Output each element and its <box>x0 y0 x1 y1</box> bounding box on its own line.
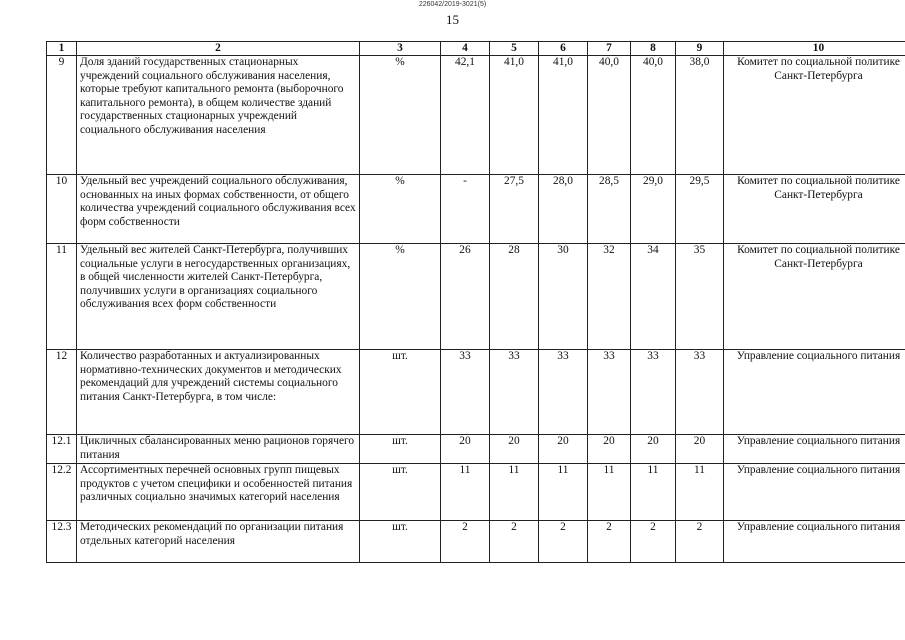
value-cell: 33 <box>588 350 631 435</box>
responsible-cell: Управление социального питания <box>724 350 905 435</box>
indicator-name: Доля зданий государственных стационарных учреждений социального обслуживания населения, которые требуют капитального ремонта (выборочного капитального ремонта), в общем количестве зданий государственных стационарных учреждений социального обслуживания населения <box>77 56 360 175</box>
value-cell: 28 <box>490 244 539 350</box>
value-cell: 40,0 <box>588 56 631 175</box>
value-cell: 11 <box>588 464 631 521</box>
value-cell: 11 <box>676 464 724 521</box>
unit-cell: % <box>360 56 441 175</box>
value-cell: 20 <box>490 435 539 464</box>
header-cell: 2 <box>77 42 360 56</box>
value-cell: 33 <box>631 350 676 435</box>
header-cell: 3 <box>360 42 441 56</box>
value-cell: 29,5 <box>676 175 724 244</box>
row-number: 11 <box>47 244 77 350</box>
responsible-cell: Управление социального питания <box>724 464 905 521</box>
indicator-name: Удельный вес учреждений социального обслуживания, основанных на иных формах собственности, от общего количества учреждений социального обслуживания всех форм собственности <box>77 175 360 244</box>
value-cell: 11 <box>490 464 539 521</box>
value-cell: 20 <box>631 435 676 464</box>
value-cell: 30 <box>539 244 588 350</box>
table-row <box>47 521 905 563</box>
row-number: 9 <box>47 56 77 175</box>
value-cell: 11 <box>441 464 490 521</box>
value-cell: 20 <box>539 435 588 464</box>
table-row <box>47 56 905 175</box>
indicator-name: Ассортиментных перечней основных групп пищевых продуктов с учетом специфики и особенностей питания различных социально значимых категорий населения <box>77 464 360 521</box>
value-cell: 35 <box>676 244 724 350</box>
table-row <box>47 435 905 464</box>
row-number: 12.1 <box>47 435 77 464</box>
table-row <box>47 244 905 350</box>
header-cell: 8 <box>631 42 676 56</box>
value-cell: 32 <box>588 244 631 350</box>
header-cell: 10 <box>724 42 905 56</box>
responsible-cell: Комитет по социальной политике Санкт-Петербурга <box>724 56 905 175</box>
page-number: 15 <box>446 12 459 27</box>
row-number: 12.2 <box>47 464 77 521</box>
value-cell: 2 <box>631 521 676 563</box>
value-cell: 41,0 <box>539 56 588 175</box>
row-number: 10 <box>47 175 77 244</box>
value-cell: 29,0 <box>631 175 676 244</box>
header-cell: 6 <box>539 42 588 56</box>
header-cell: 9 <box>676 42 724 56</box>
value-cell: 11 <box>631 464 676 521</box>
responsible-cell: Управление социального питания <box>724 521 905 563</box>
header-row <box>47 42 905 56</box>
value-cell: 33 <box>676 350 724 435</box>
indicator-name: Удельный вес жителей Санкт-Петербурга, получивших социальные услуги в негосударственных организациях, в общей численности жителей Санкт-Петербурга, получивших услуги в организациях социального обслуживания всех форм собственности <box>77 244 360 350</box>
responsible-cell: Комитет по социальной политике Санкт-Петербурга <box>724 244 905 350</box>
value-cell: 34 <box>631 244 676 350</box>
value-cell: 2 <box>539 521 588 563</box>
value-cell: 33 <box>539 350 588 435</box>
responsible-cell: Комитет по социальной политике Санкт-Петербурга <box>724 175 905 244</box>
value-cell: - <box>441 175 490 244</box>
value-cell: 20 <box>588 435 631 464</box>
header-cell: 7 <box>588 42 631 56</box>
responsible-cell: Управление социального питания <box>724 435 905 464</box>
document-code: 226042/2019-3021(5) <box>418 1 487 8</box>
value-cell: 42,1 <box>441 56 490 175</box>
value-cell: 2 <box>441 521 490 563</box>
value-cell: 2 <box>490 521 539 563</box>
value-cell: 28,0 <box>539 175 588 244</box>
value-cell: 26 <box>441 244 490 350</box>
indicators-table <box>46 41 905 563</box>
value-cell: 20 <box>676 435 724 464</box>
value-cell: 20 <box>441 435 490 464</box>
value-cell: 2 <box>588 521 631 563</box>
value-cell: 11 <box>539 464 588 521</box>
value-cell: 33 <box>441 350 490 435</box>
value-cell: 27,5 <box>490 175 539 244</box>
unit-cell: шт. <box>360 435 441 464</box>
indicator-name: Методических рекомендаций по организации питания отдельных категорий населения <box>77 521 360 563</box>
value-cell: 38,0 <box>676 56 724 175</box>
table-row <box>47 175 905 244</box>
header-cell: 4 <box>441 42 490 56</box>
header-cell: 5 <box>490 42 539 56</box>
value-cell: 33 <box>490 350 539 435</box>
value-cell: 2 <box>676 521 724 563</box>
unit-cell: шт. <box>360 521 441 563</box>
indicator-name: Цикличных сбалансированных меню рационов горячего питания <box>77 435 360 464</box>
row-number: 12 <box>47 350 77 435</box>
unit-cell: шт. <box>360 350 441 435</box>
table-row <box>47 464 905 521</box>
unit-cell: % <box>360 175 441 244</box>
unit-cell: шт. <box>360 464 441 521</box>
value-cell: 41,0 <box>490 56 539 175</box>
value-cell: 28,5 <box>588 175 631 244</box>
value-cell: 40,0 <box>631 56 676 175</box>
header-cell: 1 <box>47 42 77 56</box>
indicator-name: Количество разработанных и актуализированных нормативно-технических документов и методических рекомендаций для учреждений системы социального питания Санкт-Петербурга, в том числе: <box>77 350 360 435</box>
row-number: 12.3 <box>47 521 77 563</box>
unit-cell: % <box>360 244 441 350</box>
table-row <box>47 350 905 435</box>
